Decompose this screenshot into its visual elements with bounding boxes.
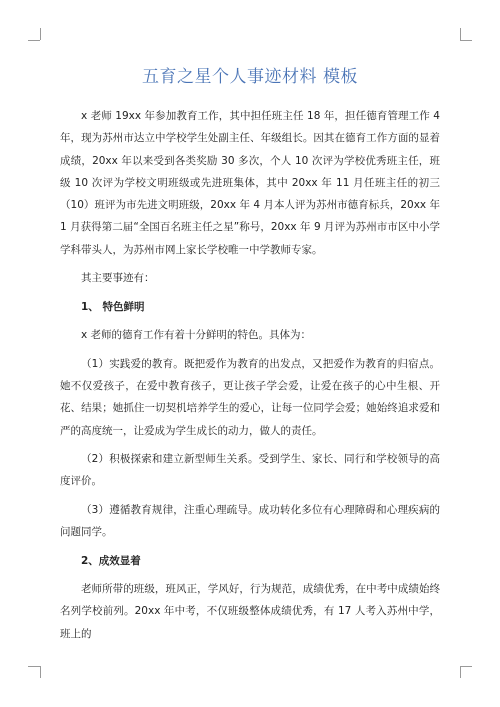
crop-mark-bottom-left-h [28, 666, 40, 667]
paragraph-main-deeds: 其主要事迹有： [81, 272, 155, 285]
crop-mark-bottom-right-v [460, 666, 461, 678]
paragraph-intro: x 老师 19xx 年参加教育工作，其中担任班主任 18 年，担任德育管理工作 4 年，现为苏州市达立中学校学生处副主任、年级组长。因其在德育工作方面的显着成绩，20xx 年以来受到各类奖励 30 多次，个人 10 次评为学校优秀班主任，班级 10 次评为学校文明班级或先进班集体，其中 20xx 年 11 月任班主任的初三（10）班评为市先进文明班级，20xx 年 4 月本人评为苏州市德育标兵，20xx 年 1 月获得第二届“全国百名班主任之星”称号，20xx 年 9 月评为苏州市市区中小学学科带头人，为苏州市网上家长学校唯一中学教师专家。 [60, 110, 440, 256]
paragraph-features: x 老师的德育工作有着十分鲜明的特色。具体为： [81, 329, 312, 342]
paragraph-psychology: （3）遵循教育规律，注重心理疏导。成功转化多位有心理障碍和心理疾病的问题同学。 [60, 503, 440, 539]
crop-mark-bottom-right-h [460, 666, 472, 667]
crop-mark-top-left-v [40, 28, 41, 40]
document-title: 五育之星个人事迹材料 模板 [142, 67, 358, 87]
crop-mark-bottom-left-v [40, 666, 41, 678]
crop-mark-top-right-h [460, 40, 472, 41]
paragraph-teacher-student: （2）积极探索和建立新型师生关系。受到学生、家长、同行和学校领导的高度评价。 [60, 453, 440, 488]
crop-mark-top-left-h [28, 40, 40, 41]
crop-mark-top-right-v [460, 28, 461, 40]
section-heading-distinctive: 1、 特色鲜明 [81, 300, 145, 313]
paragraph-class-results: 老师所带的班级，班风正，学风好，行为规范，成绩优秀，在中考中成绩始终名列学校前列。20xx 年中考，不仅班级整体成绩优秀，有 17 人考入苏州中学，班上的 [60, 583, 440, 640]
document-body [60, 105, 440, 651]
section-heading-results: 2、成效显着 [81, 554, 141, 567]
paragraph-love-education: （1）实践爱的教育。既把爱作为教育的出发点，又把爱作为教育的归宿点。她不仅爱孩子，在爱中教育孩子，更让孩子学会爱，让爱在孩子的心中生根、开花、结果；她抓住一切契机培养学生的爱心，让每一位同学会爱；她始终追求爱和严的高度统一，让爱成为学生成长的动力，做人的责任。 [60, 357, 440, 437]
